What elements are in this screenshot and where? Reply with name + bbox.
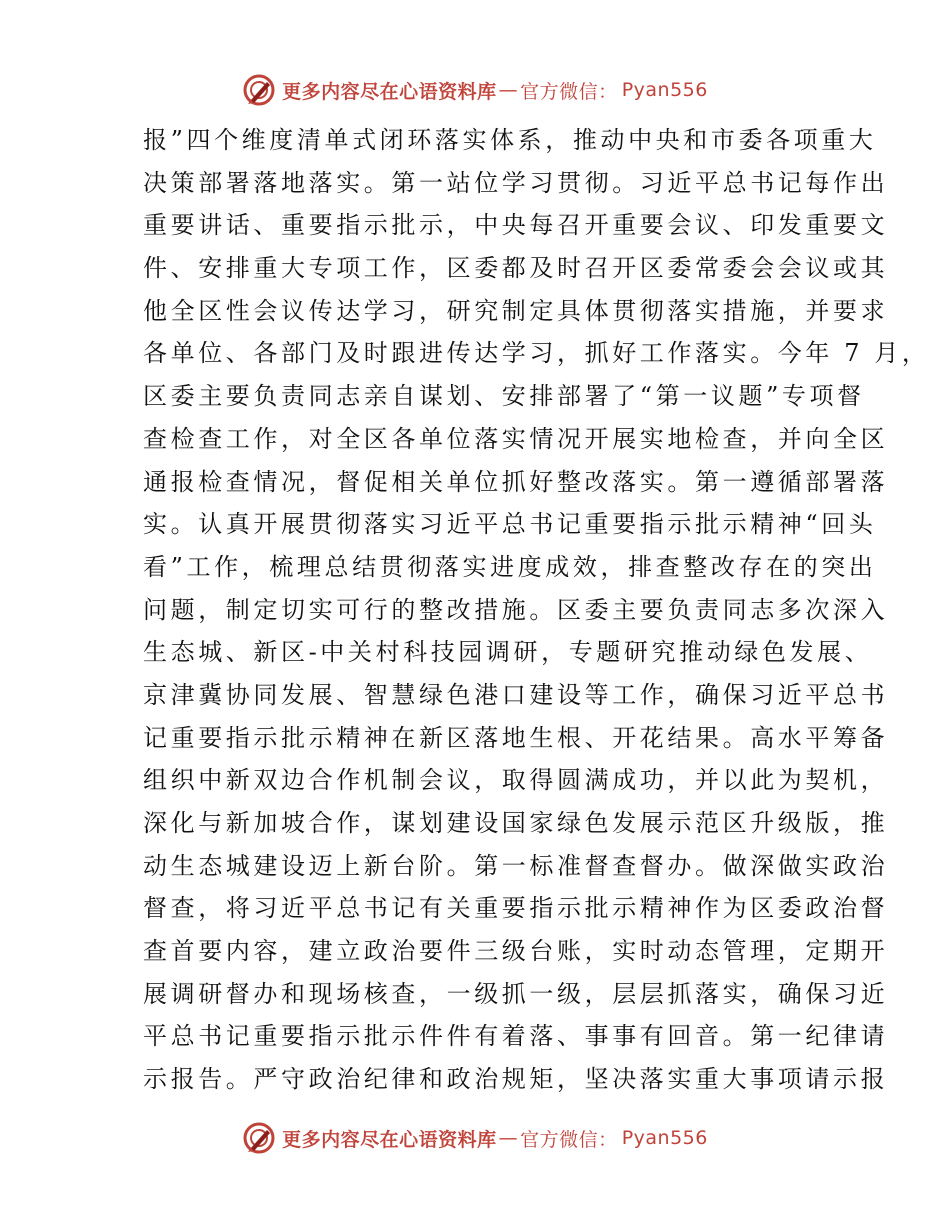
logo-circle-pen-icon: [242, 73, 276, 107]
body-line: 报”四个维度清单式闭环落实体系，推动中央和市委各项重大: [143, 126, 877, 154]
watermark-wechat-id: Pyan556: [621, 1127, 708, 1149]
body-line: 京津冀协同发展、智慧绿色港口建设等工作，确保习近平总书: [143, 680, 889, 709]
body-line: 件、安排重大专项工作，区委都及时召开区委常委会会议或其: [143, 254, 889, 283]
body-line: 组织中新双边合作机制会议，取得圆满成功，并以此为契机，: [143, 766, 889, 795]
body-line: 平总书记重要指示批示件件有着落、事事有回音。第一纪律请: [143, 1022, 889, 1051]
body-line: 区委主要负责同志亲自谋划、安排部署了“第一议题”专项督: [143, 382, 865, 411]
document-body: [143, 119, 930, 1101]
watermark-wechat-id: Pyan556: [621, 79, 708, 101]
watermark-text: 更多内容尽在心语资料库: [282, 80, 497, 103]
body-line: 记重要指示批示精神在新区落地生根、开花结果。高水平筹备: [143, 723, 889, 752]
body-line: 查首要内容，建立政治要件三级台账，实时动态管理，定期开: [143, 937, 889, 966]
body-line: 各单位、各部门及时跟进传达学习，抓好工作落实。今年 7 月，: [143, 339, 930, 368]
body-line: 深化与新加坡合作，谋划建设国家绿色发展示范区升级版，推: [143, 809, 889, 837]
body-line: 督查，将习近平总书记有关重要指示批示精神作为区委政治督: [143, 894, 889, 923]
body-line: 实。认真开展贯彻落实习近平总书记重要指示批示精神“回头: [143, 510, 877, 539]
body-line: 展调研督办和现场核查，一级抓一级，层层抓落实，确保习近: [143, 979, 889, 1008]
body-line: 问题，制定切实可行的整改措施。区委主要负责同志多次深入: [143, 595, 889, 624]
watermark-separator: —: [498, 1127, 519, 1149]
body-line: 决策部署落地落实。第一站位学习贯彻。习近平总书记每作出: [143, 168, 889, 197]
body-line: 示报告。严守政治纪律和政治规矩，坚决落实重大事项请示报: [143, 1065, 889, 1094]
body-line: 动生态城建设迈上新台阶。第一标准督查督办。做深做实政治: [143, 851, 889, 880]
body-line: 生态城、新区-中关村科技园调研，专题研究推动绿色发展、: [143, 638, 873, 667]
watermark-separator: —: [498, 79, 519, 101]
body-line: 查检查工作，对全区各单位落实情况开展实地检查，并向全区: [143, 424, 889, 453]
watermark-label: 官方微信：: [520, 80, 618, 103]
watermark-label: 官方微信：: [520, 1128, 618, 1151]
body-line: 看”工作，梳理总结贯彻落实进度成效，排查整改存在的突出: [143, 552, 877, 581]
logo-circle-pen-icon: [242, 1121, 276, 1155]
footer-watermark: [0, 1118, 950, 1158]
header-watermark: [0, 70, 950, 110]
body-line: 他全区性会议传达学习，研究制定具体贯彻落实措施，并要求: [143, 296, 889, 325]
body-line: 通报检查情况，督促相关单位抓好整改落实。第一遵循部署落: [143, 467, 889, 496]
body-line: 重要讲话、重要指示批示，中央每召开重要会议、印发重要文: [143, 211, 889, 240]
watermark-text: 更多内容尽在心语资料库: [282, 1128, 497, 1151]
